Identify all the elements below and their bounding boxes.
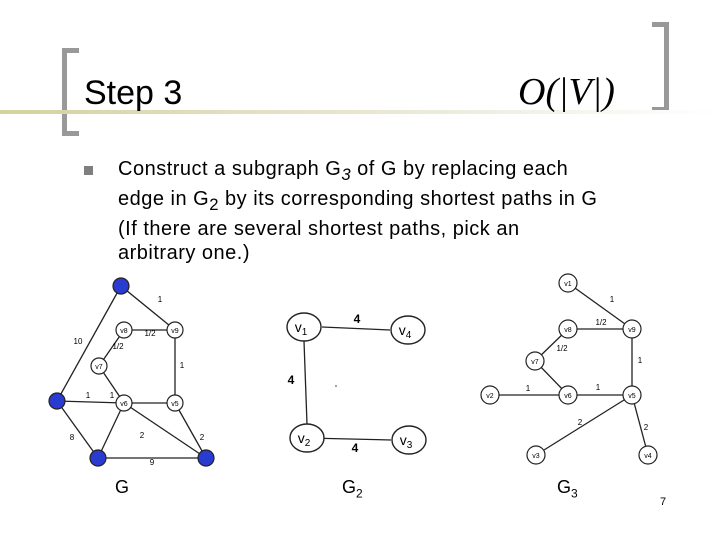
edge-v1-v2: [304, 341, 307, 424]
node-label-v5: v5: [628, 393, 636, 400]
node-label-v1: $v_1$: [294, 319, 308, 338]
node-label-v6: v6: [564, 393, 572, 400]
stray-dot: [335, 385, 337, 387]
node-label-v7: v7: [531, 359, 539, 366]
node-label-v9: v9: [628, 327, 636, 334]
bullet-line-1: Construct a subgraph $G_3$ of G by replacing each: [118, 158, 569, 184]
edge-v2-v6: [57, 401, 124, 403]
edge-weight-v6-v5: 1: [595, 383, 601, 392]
edge-v6-v4: [124, 403, 206, 458]
node-label-v3: $v_3$: [399, 432, 413, 451]
edge-weight-v8-v9: 1/2: [144, 329, 156, 338]
edge-weight-v5-v4: 2: [199, 433, 205, 442]
caption-g3: $G_3$: [557, 477, 578, 501]
edge-weight-v8-v7: 1/2: [112, 342, 124, 351]
edge-weight-v2-v3: 8: [69, 433, 75, 442]
node-v1: [113, 278, 129, 294]
graph-g3: [481, 274, 657, 464]
graph-g: [49, 278, 214, 467]
node-label-v8: v8: [564, 327, 572, 334]
edge-weight-v3-v4: 9: [149, 458, 155, 467]
edge-weight-v9-v5: 1: [637, 356, 643, 365]
node-label-v2: $v_2$: [297, 430, 311, 449]
node-label-v8: v8: [120, 328, 128, 335]
node-v3: [90, 450, 106, 466]
node-label-v9: v9: [171, 328, 179, 335]
page-number: 7: [660, 496, 667, 508]
edge-weight-v5-v3: 2: [577, 418, 583, 427]
edge-weight-v1-v9: 1: [609, 295, 615, 304]
bullet-line-3: (If there are several shortest paths, pick an: [118, 218, 520, 240]
edge-weight-v9-v5: 1: [179, 361, 185, 370]
edge-v3-v6: [98, 403, 124, 458]
node-v2: [49, 393, 65, 409]
caption-g: G: [115, 477, 130, 497]
edge-weight-v1-v9: 1: [157, 295, 163, 304]
graph-g2: [287, 312, 426, 455]
caption-g2: $G_2$: [342, 477, 363, 501]
node-label-v6: v6: [120, 401, 128, 408]
node-label-v4: v4: [644, 453, 652, 460]
node-label-v4: $v_4$: [398, 322, 412, 341]
slide-title: Step 3: [84, 74, 183, 112]
edge-weight-v2-v6: 1: [525, 384, 531, 393]
edge-weight-v1-v2: 4: [287, 373, 295, 387]
edge-weight-v8-v7: 1/2: [556, 344, 568, 353]
node-label-v1: v1: [564, 281, 572, 288]
bullet-line-4: arbitrary one.): [118, 242, 250, 264]
bullet-line-2: edge in $G_2$ by its corresponding shortest paths in G: [118, 188, 598, 214]
edge-weight-v2-v6: 1: [85, 391, 91, 400]
edge-weight-v5-v4: 2: [643, 423, 649, 432]
complexity-formula: O(|V|): [518, 71, 615, 113]
edge-weight-v7-v6: 1: [109, 391, 115, 400]
edge-weight-v6-v4: 2: [139, 431, 145, 440]
edge-weight-v1-v4: 4: [353, 312, 361, 326]
node-label-v3: v3: [532, 453, 540, 460]
edge-v5-v4: [175, 403, 206, 458]
edge-v2-v3: [57, 401, 98, 458]
node-v4: [198, 450, 214, 466]
node-label-v7: v7: [95, 364, 103, 371]
node-label-v2: v2: [486, 393, 494, 400]
edge-weight-v2-v3: 4: [351, 441, 359, 455]
edge-weight-v1-v2: 10: [73, 337, 83, 346]
edge-weight-v8-v9: 1/2: [595, 318, 607, 327]
edge-v1-v4: [322, 327, 390, 330]
edge-v5-v3: [536, 395, 632, 455]
node-label-v5: v5: [171, 401, 179, 408]
